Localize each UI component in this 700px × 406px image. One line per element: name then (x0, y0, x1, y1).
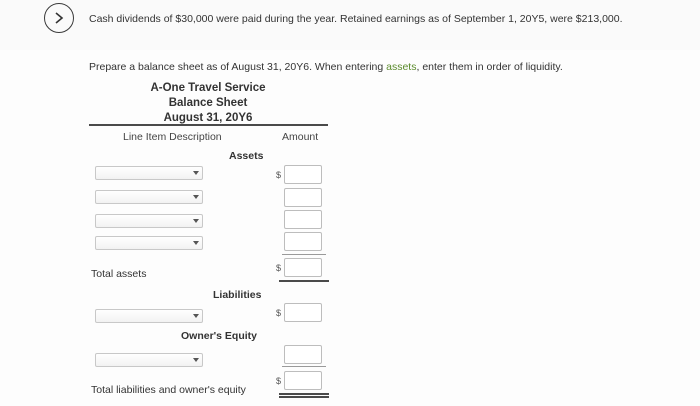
expand-chevron-button[interactable] (44, 3, 74, 33)
dropdown-arrow-icon (193, 358, 199, 362)
currency-symbol: $ (276, 376, 282, 386)
column-header-amount: Amount (282, 131, 319, 143)
liabilities-heading: Liabilities (213, 289, 262, 301)
owners-equity-heading: Owner's Equity (181, 330, 258, 342)
total-liabilities-equity-amount[interactable] (284, 371, 322, 390)
total-assets-label: Total assets (91, 268, 147, 280)
dropdown-arrow-icon (193, 171, 199, 175)
instruction-text (89, 61, 649, 73)
asset-line-2-select[interactable] (95, 190, 203, 204)
column-header-description: Line Item Description (123, 131, 222, 143)
dropdown-arrow-icon (193, 219, 199, 223)
subtotal-rule (282, 366, 326, 367)
equity-line-1-amount[interactable] (284, 345, 322, 364)
asset-line-3-amount[interactable] (284, 210, 322, 229)
assets-link[interactable]: assets (386, 61, 417, 73)
heading-rule (89, 124, 328, 126)
total-double-rule-second (279, 396, 329, 398)
currency-symbol: $ (276, 308, 282, 318)
instruction-text-part2: , enter them in order of liquidity. (416, 61, 563, 73)
dropdown-arrow-icon (193, 314, 199, 318)
company-name: A-One Travel Service (150, 82, 266, 94)
assets-heading: Assets (229, 150, 264, 162)
instruction-text-part1: Prepare a balance sheet as of August 31, 20Y6. When entering (89, 61, 387, 73)
asset-line-2-amount[interactable] (284, 188, 322, 207)
chevron-right-icon (52, 11, 66, 25)
asset-line-1-amount[interactable] (284, 165, 322, 184)
currency-symbol: $ (276, 170, 282, 180)
liability-line-1-amount[interactable] (284, 303, 322, 322)
statement-date: August 31, 20Y6 (163, 112, 253, 124)
dropdown-arrow-icon (193, 241, 199, 245)
total-liabilities-equity-label: Total liabilities and owner's equity (91, 384, 246, 396)
asset-line-4-amount[interactable] (284, 232, 322, 251)
dropdown-arrow-icon (193, 195, 199, 199)
statement-title: Balance Sheet (168, 97, 248, 109)
asset-line-3-select[interactable] (95, 214, 203, 228)
total-assets-double-rule (279, 280, 329, 282)
total-assets-amount[interactable] (284, 258, 322, 277)
currency-symbol: $ (276, 263, 282, 273)
total-double-rule (279, 393, 329, 395)
asset-line-1-select[interactable] (95, 166, 203, 180)
asset-line-4-select[interactable] (95, 236, 203, 250)
question-text: Cash dividends of $30,000 were paid during the year. Retained earnings as of September 1, 20Y5, were $213,000. (89, 13, 623, 25)
liability-line-1-select[interactable] (95, 309, 203, 323)
equity-line-1-select[interactable] (95, 353, 203, 367)
subtotal-rule (282, 254, 326, 255)
